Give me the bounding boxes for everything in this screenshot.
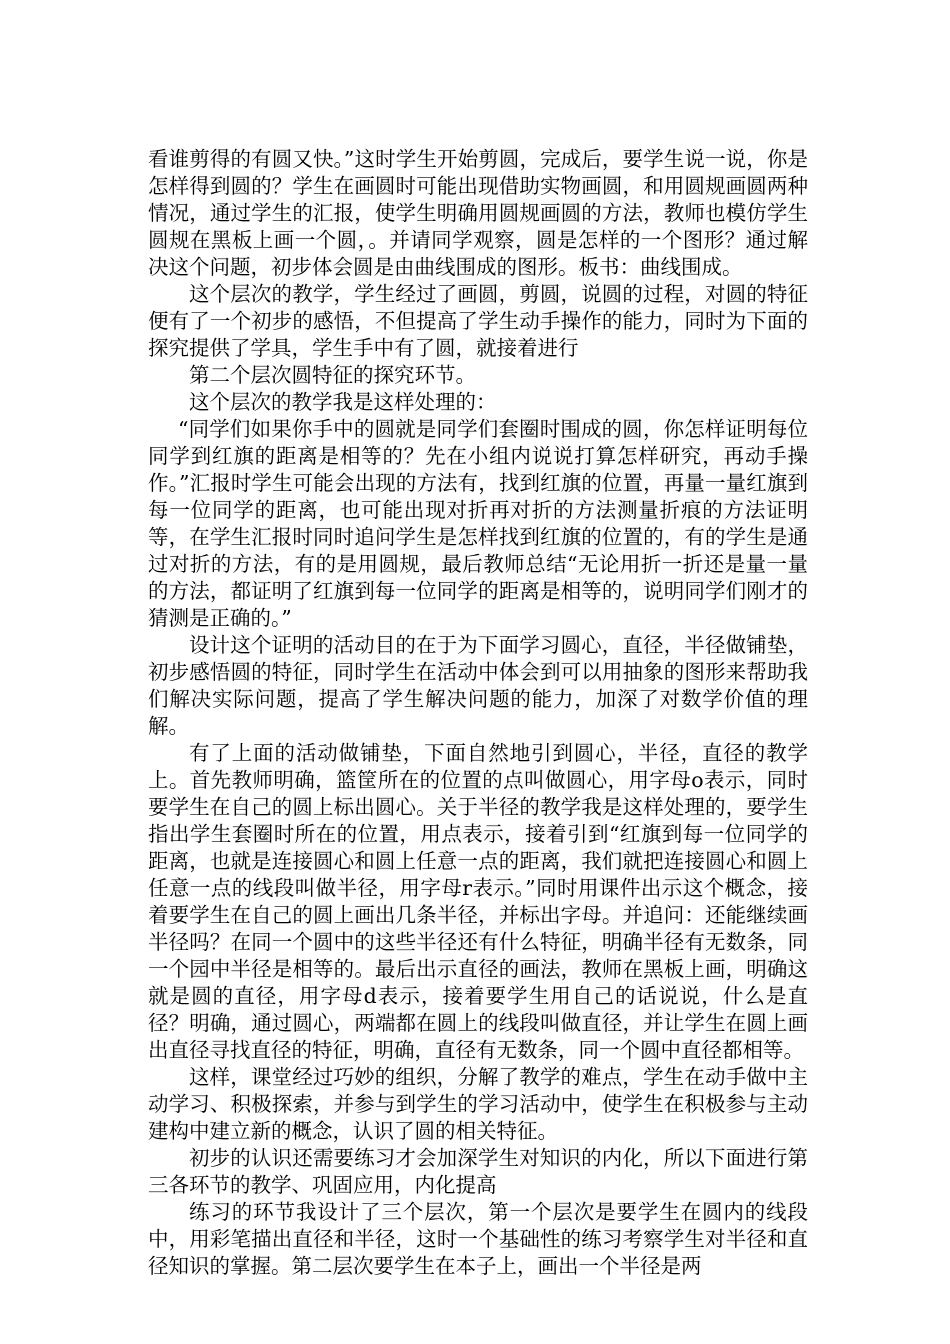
paragraph-4: 这个层次的教学我是这样处理的： — [189, 390, 497, 414]
paragraph-8: 这样，课堂经过巧妙的组织，分解了教学的难点，学生在动手做中主动学习、积极探索，并参与到学生的学习活动中，使学生在积极参与主动建构中建立新的概念，认识了圆的相关特征。 — [148, 1065, 808, 1143]
paragraph-3: 第二个层次圆特征的探究环节。 — [189, 363, 476, 387]
paragraph-9: 初步的认识还需要练习才会加深学生对知识的内化，所以下面进行第三各环节的教学、巩固应用，内化提高 — [148, 1146, 808, 1197]
paragraph-2: 这个层次的教学，学生经过了画圆，剪圆，说圆的过程，对圆的特征便有了一个初步的感悟，不但提高了学生动手操作的能力，同时为下面的探究提供了学具，学生手中有了圆，就接着进行 — [148, 282, 808, 360]
paragraph-7: 有了上面的活动做铺垫，下面自然地引到圆心，半径，直径的教学上。首先教师明确，篮筐所在的位置的点叫做圆心，用字母o表示，同时要学生在自己的圆上标出圆心。关于半径的教学我是这样处理的，要学生指出学生套圈时所在的位置，用点表示，接着引到“红旗到每一位同学的距离，也就是连接圆心和圆上任意一点的距离，我们就把连接圆心和圆上任意一点的线段叫做半径，用字母r表示。”同时用课件出示这个概念，接着要学生在自己的圆上画出几条半径，并标出字母。并追问：还能继续画半径吗？在同一个圆中的这些半径还有什么特征，明确半径有无数条，同一个园中半径是相等的。最后出示直径的画法，教师在黑板上画，明确这就是圆的直径，用字母d表示，接着要学生用自己的话说说，什么是直径？明确，通过圆心，两端都在圆上的线段叫做直径，并让学生在圆上画出直径寻找直径的特征，明确，直径有无数条，同一个圆中直径都相等。 — [148, 741, 808, 1062]
paragraph-10: 练习的环节我设计了三个层次，第一个层次是要学生在圆内的线段中，用彩笔描出直径和半径，这时一个基础性的练习考察学生对半径和直径知识的掌握。第二层次要学生在本子上，画出一个半径是两 — [148, 1200, 808, 1278]
paragraph-6: 设计这个证明的活动目的在于为下面学习圆心，直径，半径做铺垫，初步感悟圆的特征，同时学生在活动中体会到可以用抽象的图形来帮助我们解决实际问题，提高了学生解决问题的能力，加深了对数学价值的理解。 — [148, 633, 808, 738]
document-page — [148, 146, 808, 1280]
paragraph-1: 看谁剪得的有圆又快。”这时学生开始剪圆，完成后，要学生说一说，你是怎样得到圆的？学生在画圆时可能出现借助实物画圆，和用圆规画圆两种情况，通过学生的汇报，使学生明确用圆规画圆的方法，教师也模仿学生圆规在黑板上画一个圆，。并请同学观察，圆是怎样的一个图形？通过解决这个问题，初步体会圆是由曲线围成的图形。板书：曲线围成。 — [148, 147, 808, 279]
paragraph-5: “同学们如果你手中的圆就是同学们套圈时围成的圆，你怎样证明每位同学到红旗的距离是相等的？先在小组内说说打算怎样研究，再动手操作。”汇报时学生可能会出现的方法有，找到红旗的位置，再量一量红旗到每一位同学的距离，也可能出现对折再对折的方法测量折痕的方法证明等，在学生汇报时同时追问学生是怎样找到红旗的位置的，有的学生是通过对折的方法，有的是用圆规，最后教师总结“无论用折一折还是量一量的方法，都证明了红旗到每一位同学的距离是相等的，说明同学们刚才的猜测是正确的。” — [148, 417, 808, 630]
